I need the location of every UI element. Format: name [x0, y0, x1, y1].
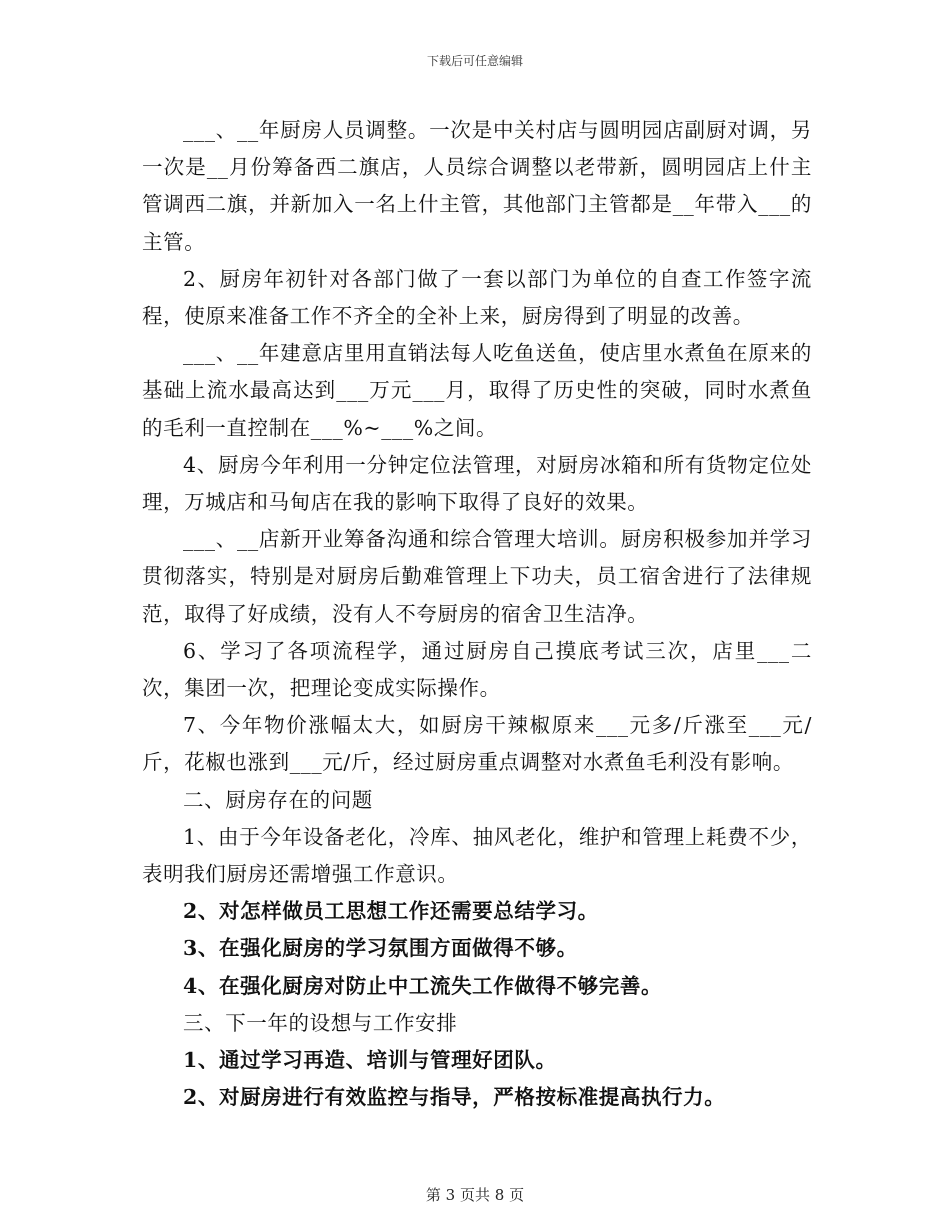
paragraph-fish-promotion: ___、__年建意店里用直销法每人吃鱼送鱼，使店里水煮鱼在原来的基础上流水最高达到___万元___月，取得了历史性的突破，同时水煮鱼的毛利一直控制在___%~___%之间。 [142, 341, 812, 440]
paragraph-price-increase: 7、今年物价涨幅太大，如厨房干辣椒原来___元多/斤涨至___元/斤，花椒也涨到___元/斤，经过厨房重点调整对水煮鱼毛利没有影响。 [142, 713, 812, 775]
page-footer: 第 3 页共 8 页 [425, 1186, 525, 1204]
paragraph-equipment-aging: 1、由于今年设备老化，冷库、抽风老化，维护和管理上耗费不少，表明我们厨房还需增强工作意识。 [142, 824, 812, 887]
paragraph-learning-atmosphere: 3、在强化厨房的学习氛围方面做得不够。 [183, 936, 578, 961]
paragraph-one-minute-method: 4、厨房今年利用一分钟定位法管理，对厨房冰箱和所有货物定位处理，万城店和马甸店在我的影响下取得了良好的效果。 [142, 452, 812, 515]
section-heading-next-year: 三、下一年的设想与工作安排 [183, 1010, 458, 1035]
page-header: 下载后可任意编辑 [426, 54, 523, 68]
paragraph-staff-adjustment: ___、__年厨房人员调整。一次是中关村店与圆明园店副厨对调，另一次是__月份筹备西二旗店，人员综合调整以老带新，圆明园店上什主管调西二旗，并新加入一名上什主管，其他部门主管都是__年带入___的主管。 [142, 118, 812, 254]
section-heading-problems: 二、厨房存在的问题 [183, 787, 373, 812]
paragraph-team-training: 1、通过学习再造、培训与管理好团队。 [183, 1048, 557, 1073]
paragraph-new-store-training: ___、__店新开业筹备沟通和综合管理大培训。厨房积极参加并学习贯彻落实，特别是对厨房后勤难管理上下功夫，员工宿舍进行了法律规范，取得了好成绩，没有人不夸厨房的宿舍卫生洁净。 [142, 527, 812, 626]
paragraph-monitoring: 2、对厨房进行有效监控与指导，严格按标准提高执行力。 [183, 1085, 726, 1110]
document-body [142, 112, 812, 1116]
paragraph-staff-turnover: 4、在强化厨房对防止中工流失工作做得不够完善。 [183, 973, 663, 998]
paragraph-self-check-process: 2、厨房年初针对各部门做了一套以部门为单位的自查工作签字流程，使原来准备工作不齐全的全补上来，厨房得到了明显的改善。 [142, 266, 812, 329]
paragraph-process-learning: 6、学习了各项流程学，通过厨房自己摸底考试三次，店里___二次，集团一次，把理论变成实际操作。 [142, 638, 812, 701]
paragraph-staff-ideology: 2、对怎样做员工思想工作还需要总结学习。 [183, 899, 599, 924]
